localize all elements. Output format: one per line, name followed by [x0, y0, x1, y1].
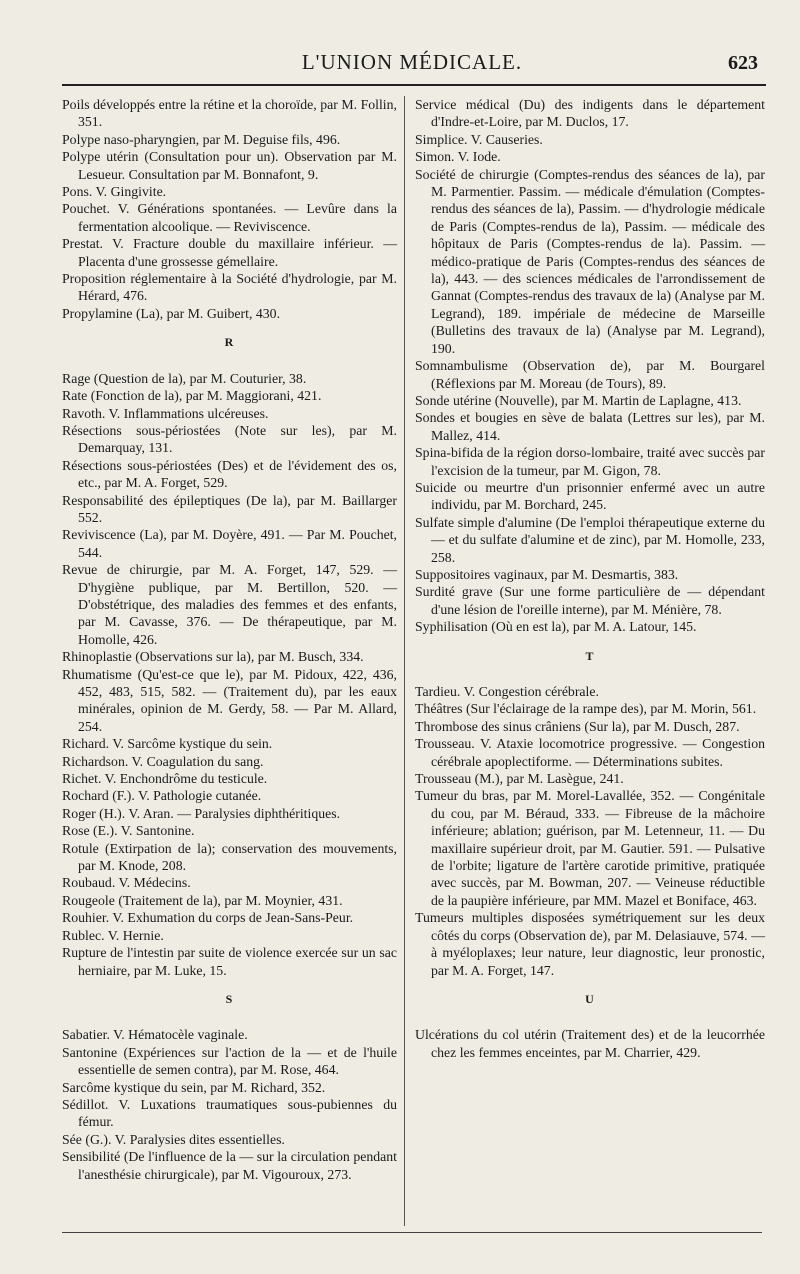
index-entry: Rotule (Extirpation de la); conservation des mouvements, par M. Knode, 208.	[62, 840, 397, 874]
index-entry: Propylamine (La), par M. Guibert, 430.	[62, 305, 281, 321]
index-entry: Sédillot. V. Luxations traumatiques sous-pubiennes du fémur.	[62, 1096, 397, 1130]
index-entry: Trousseau (M.), par M. Lasègue, 241.	[415, 771, 624, 787]
header-rule	[62, 84, 766, 86]
index-entry: Trousseau. V. Ataxie locomotrice progressive. — Congestion cérébrale apoplectiforme. — Déterminations subites.	[415, 736, 765, 769]
index-entry: Roger (H.). V. Aran. — Paralysies diphthéritiques.	[62, 805, 341, 821]
index-entry: Proposition réglementaire à la Société d'hydrologie, par M. Hérard, 476.	[62, 271, 397, 304]
index-entry: Suppositoires vaginaux, par M. Desmartis, 383.	[415, 566, 679, 582]
index-entry: Rhinoplastie (Observations sur la), par M. Busch, 334.	[62, 649, 364, 665]
index-entry: Richardson. V. Coagulation du sang.	[62, 753, 264, 769]
entries-s-right	[415, 96, 765, 636]
index-entry: Roubaud. V. Médecins.	[62, 875, 191, 891]
index-entry: Poils développés entre la rétine et la choroïde, par M. Follin, 351.	[62, 97, 397, 130]
index-entry: Sarcôme kystique du sein, par M. Richard, 352.	[62, 1079, 326, 1095]
index-entry: Rage (Question de la), par M. Couturier, 38.	[62, 370, 307, 386]
index-entry: Sonde utérine (Nouvelle), par M. Martin de Laplagne, 413.	[415, 392, 742, 408]
index-entry: Ulcérations du col utérin (Traitement des) et de la leucorrhée chez les femmes enceintes, par M. Charrier, 429.	[415, 1027, 765, 1060]
index-entry: Simplice. V. Causeries.	[415, 131, 543, 147]
index-entry: Sensibilité (De l'influence de la — sur la circulation pendant l'anesthésie chirurgicale), par M. Vigouroux, 273.	[62, 1149, 397, 1182]
index-entry: Syphilisation (Où en est la), par M. A. Latour, 145.	[415, 619, 697, 635]
index-entry: Ravoth. V. Inflammations ulcéreuses.	[62, 405, 269, 421]
section-letter-t: T	[585, 648, 595, 663]
entries-u	[415, 1026, 765, 1061]
entries-p	[62, 96, 397, 322]
index-entry: Richet. V. Enchondrôme du testicule.	[62, 771, 268, 787]
index-entry: Sulfate simple d'alumine (De l'emploi thérapeutique externe du — et du sulfate d'alumine et de zinc), par M. Homolle, 233, 258.	[415, 514, 765, 565]
index-entry: Surdité grave (Sur une forme particulière de — dépendant d'une lésion de l'oreille interne), par M. Ménière, 78.	[415, 584, 765, 617]
left-column	[62, 96, 397, 1183]
index-entry: Rhumatisme (Qu'est-ce que le), par M. Pidoux, 422, 436, 452, 483, 515, 582. — (Traitement du), par les eaux minérales, opinion de M. Gerdy, 58. — Par M. Allard, 254.	[62, 666, 397, 734]
index-entry: Rate (Fonction de la), par M. Maggiorani, 421.	[62, 388, 322, 404]
index-entry: Rose (E.). V. Santonine.	[62, 823, 195, 839]
index-entry: Rochard (F.). V. Pathologie cutanée.	[62, 788, 262, 804]
index-entry: Résections sous-périostées (Note sur les), par M. Demarquay, 131.	[62, 422, 397, 456]
index-entry: Prestat. V. Fracture double du maxillaire inférieur. — Placenta d'une grossesse gémellaire.	[62, 236, 397, 269]
entries-r	[62, 370, 397, 979]
index-entry: Thrombose des sinus crâniens (Sur la), par M. Dusch, 287.	[415, 718, 740, 734]
index-entry: Théâtres (Sur l'éclairage de la rampe des), par M. Morin, 561.	[415, 701, 757, 717]
index-entry: Tumeur du bras, par M. Morel-Lavallée, 352. — Congénitale du cou, par M. Béraud, 333. — Fibreuse de la mâchoire inférieure; ablation; guérison, par M. Letenneur, 11. — Du maxillaire supérieur droit, par M. Gautier. 591. — Pulsative de l'orbite; ligature de l'artère carotide primitive, pratiquée avec succès, par M. Bowman, 207. — Veineuse réductible de la paupière inférieure, par MM. Mazel et Boniface, 463.	[415, 788, 765, 908]
entries-s-left	[62, 1026, 397, 1183]
index-entry: Spina-bifida de la région dorso-lombaire, traité avec succès par l'excision de la tumeur, par M. Gigon, 78.	[415, 445, 765, 478]
index-entry: Santonine (Expériences sur l'action de la — et de l'huile essentielle de semen contra), par M. Rose, 464.	[62, 1044, 397, 1078]
index-entry: Somnambulisme (Observation de), par M. Bourgarel (Réflexions par M. Moreau (de Tours), 89.	[415, 358, 765, 391]
index-entry: Pons. V. Gingivite.	[62, 184, 167, 200]
index-entry: Tumeurs multiples disposées symétriquement sur les deux côtés du corps (Observation de), par M. Delasiauve, 574. — à myéloplaxes; leur nature, leur diagnostic, leur pronostic, par M. A. Forget, 147.	[415, 910, 765, 978]
index-entry: Rupture de l'intestin par suite de violence exercée sur un sac herniaire, par M. Luke, 15.	[62, 945, 397, 978]
index-entry: Pouchet. V. Générations spontanées. — Levûre dans la fermentation alcoolique. — Reviviscence.	[62, 201, 397, 234]
section-letter-s: S	[225, 991, 234, 1006]
index-entry: Responsabilité des épileptiques (De la), par M. Baillarger 552.	[62, 492, 397, 525]
index-entry: Simon. V. Iode.	[415, 149, 501, 165]
index-entry: Rublec. V. Hernie.	[62, 927, 164, 943]
index-entry: Richard. V. Sarcôme kystique du sein.	[62, 736, 273, 752]
index-entry: Sée (G.). V. Paralysies dites essentielles.	[62, 1131, 285, 1147]
footer-rule	[62, 1232, 762, 1233]
section-letter-r: R	[224, 335, 235, 350]
page-header	[62, 46, 762, 86]
index-entry: Polype utérin (Consultation pour un). Observation par M. Lesueur. Consultation par M. Bonnafont, 9.	[62, 149, 397, 182]
page-number: 623	[728, 52, 758, 74]
index-entry: Suicide ou meurtre d'un prisonnier enfermé avec un autre individu, par M. Borchard, 245.	[415, 479, 765, 513]
index-entry: Tardieu. V. Congestion cérébrale.	[415, 684, 599, 699]
index-entry: Résections sous-périostées (Des) et de l'évidement des os, etc., par M. A. Forget, 529.	[62, 457, 397, 491]
index-entry: Sondes et bougies en sève de balata (Lettres sur les), par M. Mallez, 414.	[415, 410, 765, 443]
column-divider	[404, 96, 405, 1226]
index-entry: Reviviscence (La), par M. Doyère, 491. — Par M. Pouchet, 544.	[62, 527, 397, 560]
running-title: L'UNION MÉDICALE.	[301, 50, 523, 74]
section-letter-u: U	[585, 991, 595, 1006]
index-entry: Sabatier. V. Hématocèle vaginale.	[62, 1027, 248, 1043]
index-entry: Revue de chirurgie, par M. A. Forget, 147, 529. — D'hygiène publique, par M. Bertillon, 520. — D'obstétrique, des maladies des femmes et des enfants, par M. Cavasse, 376. — De thérapeutique, par M. Homolle, 426.	[62, 562, 397, 647]
index-entry: Polype naso-pharyngien, par M. Deguise fils, 496.	[62, 131, 341, 147]
index-entry: Rouhier. V. Exhumation du corps de Jean-Sans-Peur.	[62, 910, 354, 926]
index-entry: Société de chirurgie (Comptes-rendus des séances de la), par M. Parmentier. Passim. — médicale d'émulation (Comptes-rendus des séances de la), Passim. — d'hydrologie médicale de Paris (Comptes-rendus de la), Passim. — médicale des hôpitaux de Paris (Comptes-rendus de la). Passim. — médico-pratique de Paris (Comptes-rendus des séances de la), 443. — des sciences médicales de l'arrondissement de Gannat (Comptes-rendus des travaux de la) (Analyse par M. Legrand), 189. impériale de médecine de Marseille (Bulletins des travaux de la) (Analyse par M. Legrand), 190.	[415, 166, 765, 356]
index-entry: Rougeole (Traitement de la), par M. Moynier, 431.	[62, 892, 343, 908]
right-column	[415, 96, 765, 1061]
entries-t	[415, 683, 765, 979]
index-entry: Service médical (Du) des indigents dans le département d'Indre-et-Loire, par M. Duclos, 17.	[415, 97, 765, 130]
